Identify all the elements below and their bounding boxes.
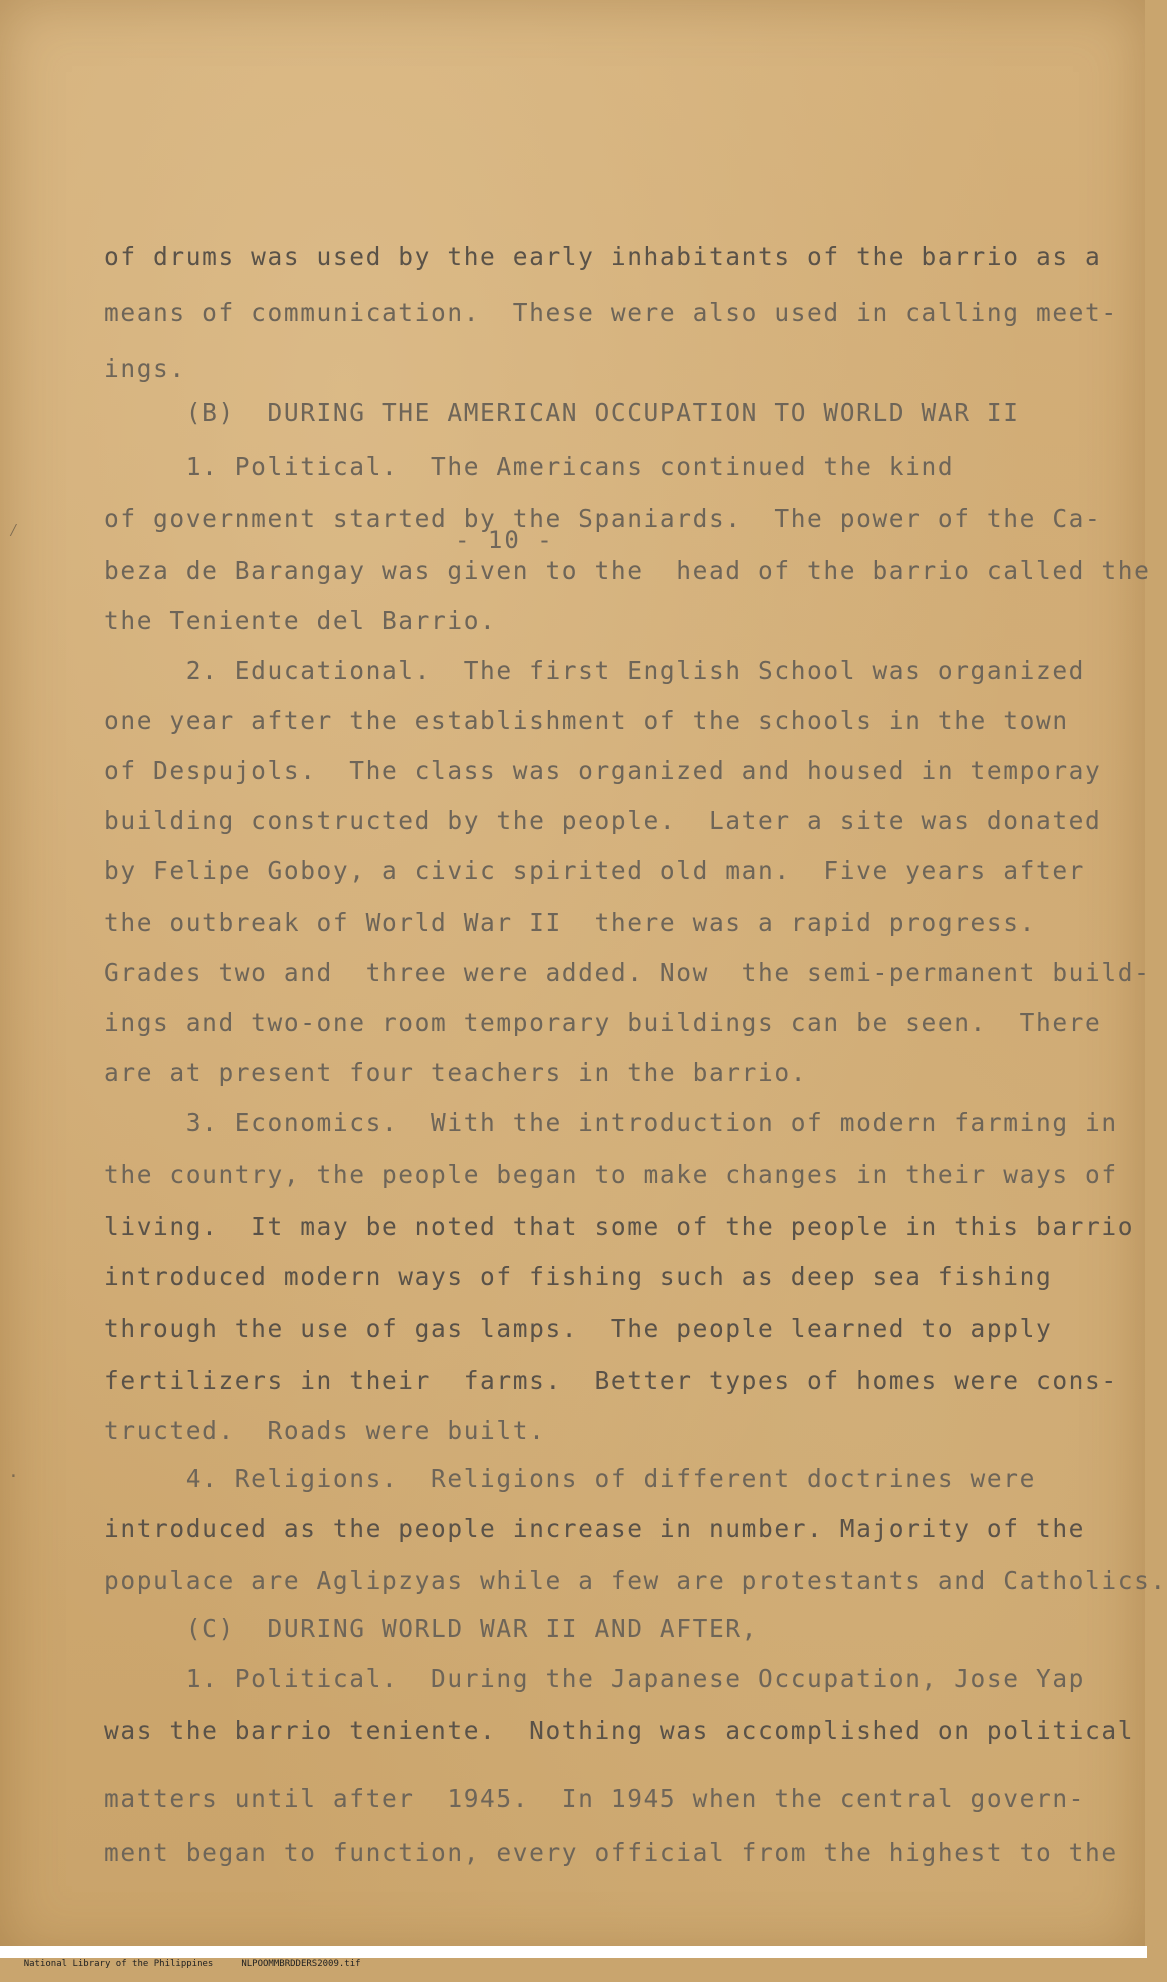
text-line: 4. Religions. Religions of different doctrines were xyxy=(104,1464,1036,1493)
footer-file: NLPOOMMBRDDERS2009.tif xyxy=(241,1959,361,1969)
text-line: introduced modern ways of fishing such as deep sea fishing xyxy=(104,1262,1053,1291)
text-line: the country, the people began to make changes in their ways of xyxy=(104,1160,1118,1189)
text-line: building constructed by the people. Later a site was donated xyxy=(104,806,1102,835)
text-line: ings and two-one room temporary buildings can be seen. There xyxy=(104,1008,1102,1037)
text-line: means of communication. These were also used in calling meet- xyxy=(104,298,1118,327)
text-line: ings. xyxy=(104,354,186,383)
text-line: beza de Barangay was given to the head of the barrio called the xyxy=(104,556,1151,585)
section-heading: (B) DURING THE AMERICAN OCCUPATION TO WORLD WAR II xyxy=(104,398,1020,427)
text-line: one year after the establishment of the schools in the town xyxy=(104,706,1069,735)
text-line: through the use of gas lamps. The people learned to apply xyxy=(104,1314,1053,1343)
text-line: are at present four teachers in the barrio. xyxy=(104,1058,808,1087)
text-line: Grades two and three were added. Now the semi-permanent build- xyxy=(104,958,1151,987)
text-line: of Despujols. The class was organized and housed in temporay xyxy=(104,756,1102,785)
text-line: by Felipe Goboy, a civic spirited old man. Five years after xyxy=(104,856,1086,885)
text-line: introduced as the people increase in number. Majority of the xyxy=(104,1514,1086,1543)
text-line: tructed. Roads were built. xyxy=(104,1416,546,1445)
margin-pencil-mark: · xyxy=(8,1466,19,1487)
text-line: fertilizers in their farms. Better types of homes were cons- xyxy=(104,1366,1118,1395)
text-line: 1. Political. The Americans continued the kind xyxy=(104,452,955,481)
text-line: populace are Aglipzyas while a few are protestants and Catholics. xyxy=(104,1566,1167,1595)
text-line: matters until after 1945. In 1945 when the central govern- xyxy=(104,1784,1086,1813)
page-number: - 10 - xyxy=(455,526,554,554)
text-line: the Teniente del Barrio. xyxy=(104,606,497,635)
margin-pencil-mark: ⁄ xyxy=(8,520,19,541)
section-heading: (C) DURING WORLD WAR II AND AFTER, xyxy=(104,1614,759,1643)
typed-text-block xyxy=(104,0,1167,1958)
text-line: the outbreak of World War II there was a rapid progress. xyxy=(104,908,1036,937)
text-line: of government started by the Spaniards. The power of the Ca- xyxy=(104,504,1102,533)
text-line: living. It may be noted that some of the people in this barrio xyxy=(104,1212,1135,1241)
scan-footer xyxy=(0,1946,1147,1969)
text-line: 2. Educational. The first English School was organized xyxy=(104,656,1086,685)
text-line: 1. Political. During the Japanese Occupation, Jose Yap xyxy=(104,1664,1086,1693)
footer-library: National Library of the Philippines xyxy=(23,1959,214,1969)
text-line: of drums was used by the early inhabitants of the barrio as a xyxy=(104,242,1102,271)
text-line: ment began to function, every official from the highest to the xyxy=(104,1838,1118,1867)
text-line: 3. Economics. With the introduction of modern farming in xyxy=(104,1108,1118,1137)
text-line: was the barrio teniente. Nothing was accomplished on political xyxy=(104,1716,1135,1745)
